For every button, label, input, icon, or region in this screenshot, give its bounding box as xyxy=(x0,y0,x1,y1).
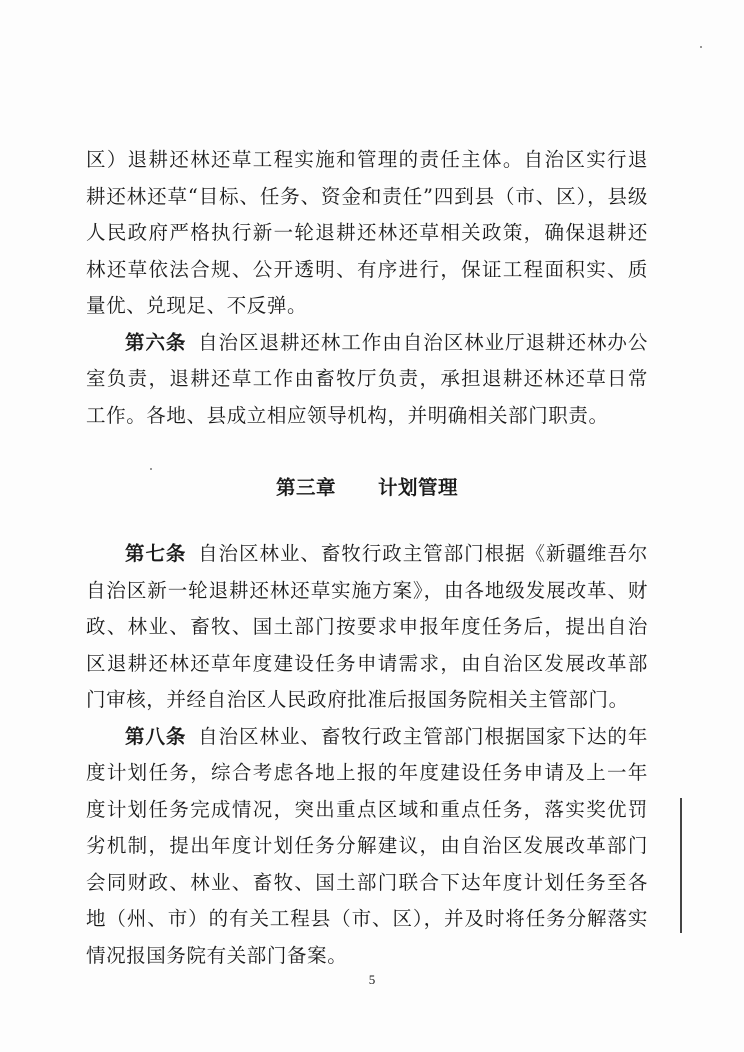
document-body xyxy=(86,142,648,974)
chapter-heading xyxy=(86,470,648,506)
chapter-title: 计划管理 xyxy=(378,476,459,499)
article-8-text: 自治区林业、畜牧行政主管部门根据国家下达的年度计划任务，综合考虑各地上报的年度建设任务申请及上一年度计划任务完成情况，突出重点区域和重点任务，落实奖优罚劣机制，提出年度计划任务分解建议，由自治区发展改革部门会同财政、林业、畜牧、国土部门联合下达年度计划任务至各地（州、市）的有关工程县（市、区），并及时将任务分解落实情况报国务院有关部门备案。 xyxy=(86,724,648,967)
article-7-label: 第七条 xyxy=(125,542,187,565)
scan-artifact-dot xyxy=(150,468,152,470)
chapter-number: 第三章 xyxy=(275,476,336,499)
paragraph-continued: 区）退耕还林还草工程实施和管理的责任主体。自治区实行退耕还林还草“目标、任务、资金和责任”四到县（市、区），县级人民政府严格执行新一轮退耕还林还草相关政策，确保退耕还林还草依法合规、公开透明、有序进行，保证工程面积实、质量优、兑现足、不反弹。 xyxy=(86,148,648,317)
article-8-label: 第八条 xyxy=(125,724,187,748)
scan-artifact-dot xyxy=(700,46,702,48)
article-6-label: 第六条 xyxy=(125,330,187,354)
article-8 xyxy=(86,719,648,975)
article-6 xyxy=(86,325,648,435)
article-7-text: 自治区林业、畜牧行政主管部门根据《新疆维吾尔自治区新一轮退耕还林还草实施方案》，由各地级发展改革、财政、林业、畜牧、国土部门按要求申报年度任务后，提出自治区退耕还林还草年度建设任务申请需求，由自治区发展改革部门审核，并经自治区人民政府批准后报国务院相关主管部门。 xyxy=(86,542,648,711)
page-number: 5 xyxy=(368,972,376,987)
article-6-text: 自治区退耕还林工作由自治区林业厅退耕还林办公室负责，退耕还草工作由畜牧厅负责，承担退耕还林还草日常工作。各地、县成立相应领导机构，并明确相关部门职责。 xyxy=(86,330,648,427)
article-7 xyxy=(86,536,648,719)
scan-artifact-line xyxy=(680,798,682,933)
